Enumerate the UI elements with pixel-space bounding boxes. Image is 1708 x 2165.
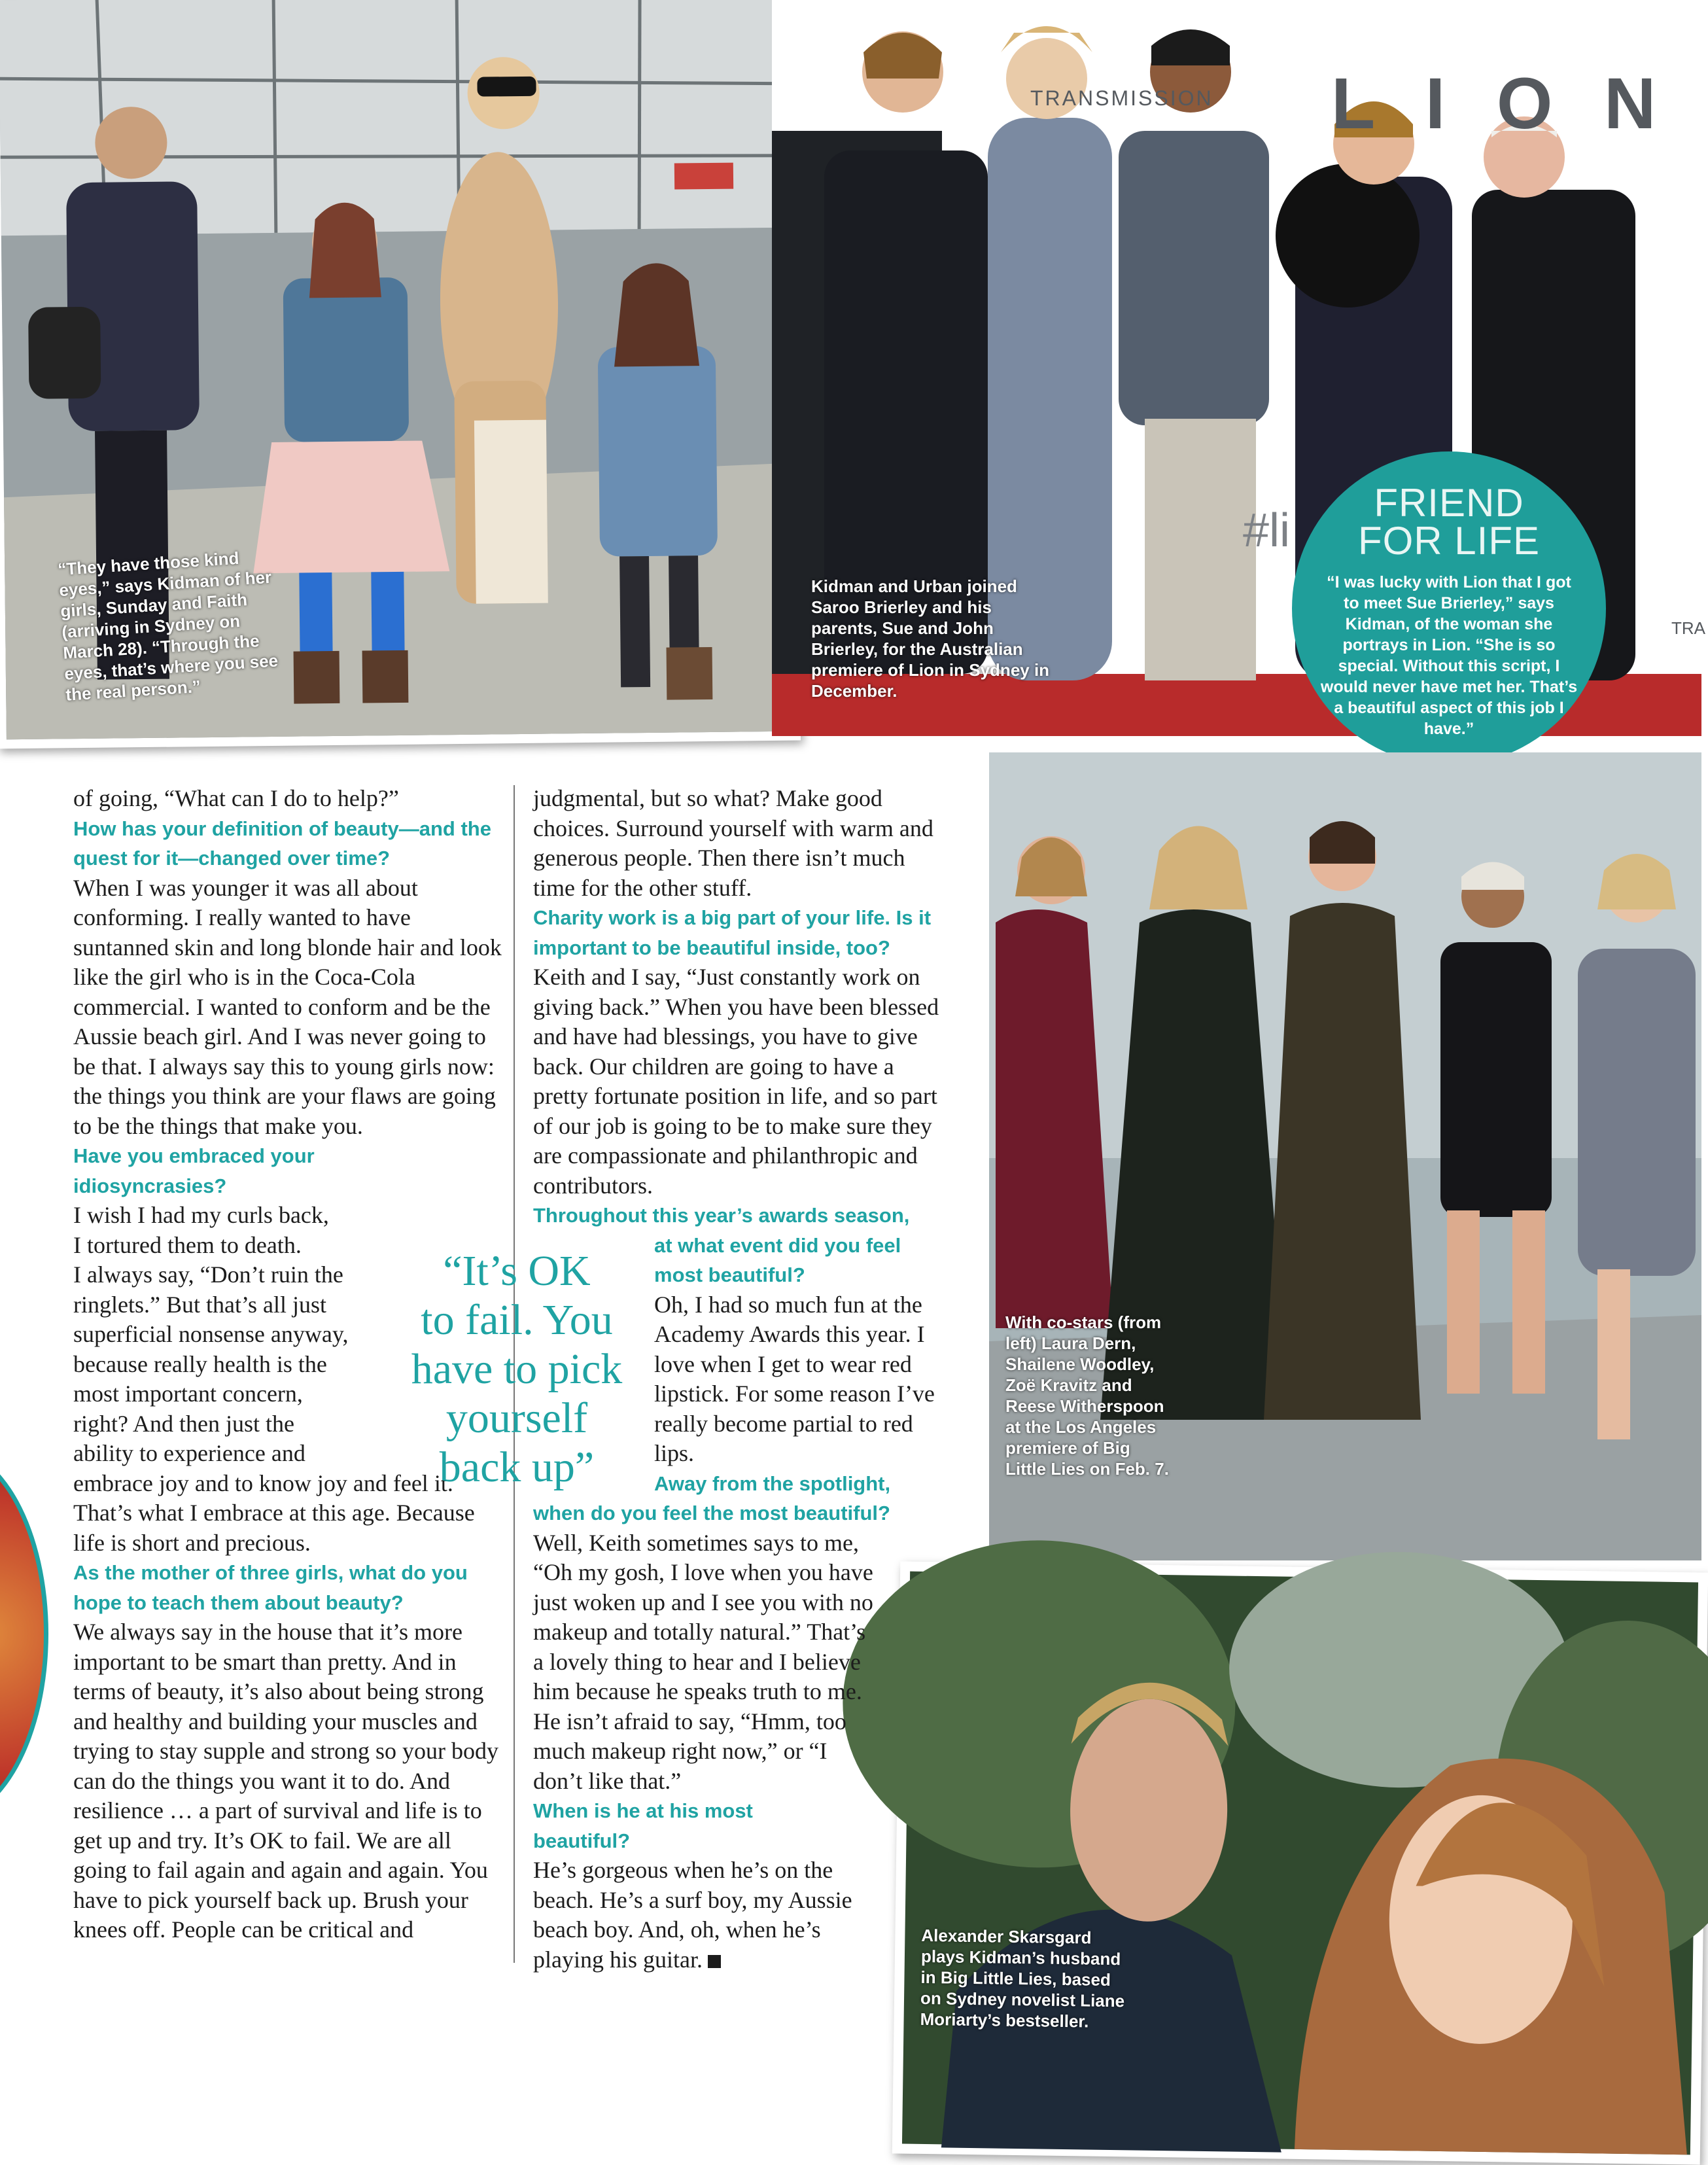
skarsgard-photo [902,1572,1698,2155]
backdrop-text-tra: TRA [1671,618,1705,638]
question-awards-season: at what event did you feel most beautiful? [654,1233,901,1286]
question-charity-work: Charity work is a big part of your life. Is it important to be beautiful inside, too? [533,906,932,959]
answer-awards-season: Oh, I had so much fun at the Academy Awards this year. I love when I get to wear red lipstick. For some reason I’ve really become partial to red lips. [654,1291,935,1466]
backdrop-text-transmission: TRANSMISSION [1030,86,1213,110]
col2-intro: judgmental, but so what? Make good choices. Surround yourself with warm and generous people. Then there isn’t much time for the other stuff. [533,785,933,901]
pull-quote-line: have to pick [411,1345,623,1393]
lion-premiere-caption: Kidman and Urban joined Saroo Brierley and his parents, Sue and John Brierley, for the Australian premiere of Lion in Sydney in December. [811,576,1050,701]
question-idiosyncrasies: Have you embraced your idiosyncrasies? [73,1144,315,1197]
badge-title-line1: FRIEND [1374,481,1524,525]
backdrop-hashtag: #li [1243,504,1291,557]
airport-photo-frame [0,0,801,748]
friend-for-life-badge [1292,451,1606,766]
answer-definition-of-beauty: When I was younger it was all about conforming. I really wanted to have suntanned skin and long blonde hair and look like the girl who is in the Coca-Cola commercial. I wanted to conform and be the Aussie beach girl. And I was never going to be that. I always say this to young girls now: the things you think are your flaws are going to be the things that make you. [73,874,502,1139]
left-edge-image [0,1446,48,1822]
question-awards-season-line1: Throughout this year’s awards season, [533,1204,910,1227]
answer-idiosyncrasies-line: because really health is the [73,1350,327,1377]
answer-idiosyncrasies-line: ringlets.” But that’s all just [73,1291,326,1318]
skarsgard-photo-frame [892,1561,1708,2164]
column-2 [533,784,952,1975]
answer-idiosyncrasies-continued: embrace joy and to know joy and feel it. That’s what I embrace at this age. Because life is short and precious. [73,1470,475,1556]
pull-quote-line: “It’s OK [443,1247,591,1295]
airport-caption: “They have those kind eyes,” says Kidman of her girls, Sunday and Faith (arriving in Sydney on March 28). “Through the eyes, that’s where you see the real person.” [57,548,279,705]
answer-idiosyncrasies-line: right? And then just the [73,1410,294,1437]
answer-idiosyncrasies-line: most important concern, [73,1381,303,1407]
answer-idiosyncrasies-line: I tortured them to death. [73,1231,302,1258]
answer-idiosyncrasies-line: superficial nonsense anyway, [73,1321,349,1347]
pull-quote-line: yourself [445,1394,588,1442]
badge-title-line2: FOR LIFE [1357,519,1541,563]
badge-quote: “I was lucky with Lion that I got to meet Sue Brierley,” says Kidman, of the woman she portrays in Lion. “She is so special. Without this script, I would never have met her. That’s a beautiful aspect of this job I have.” [1320,573,1578,738]
pull-quote-line: back up” [439,1443,595,1491]
answer-idiosyncrasies-line: I wish I had my curls back, [73,1202,329,1228]
answer-idiosyncrasies-line: I always say, “Don’t ruin the [73,1261,343,1288]
question-most-beautiful: When is he at his most beautiful? [533,1799,753,1852]
question-mother-of-three: As the mother of three girls, what do you hope to teach them about beauty? [73,1561,468,1614]
answer-most-beautiful [533,1856,873,1975]
big-little-lies-premiere-photo [989,752,1701,1560]
col1-intro: of going, “What can I do to help?” [73,785,399,811]
big-little-lies-premiere-caption: With co-stars (from left) Laura Dern, Shailene Woodley, Zoë Kravitz and Reese Witherspoon at the Los Angeles premiere of Big Little Lies on Feb. 7. [1005,1312,1169,1479]
answer-mother-of-three: We always say in the house that it’s more important to be smart than pretty. And in terms of beauty, it’s also about being strong and healthy and building your muscles and trying to stay supple and strong so your body can do the things you want it to do. And resilience … a part of survival and life is to get up and try. It’s OK to fail. We are all going to fail again and again and again. You have to pick yourself back up. Brush your knees off. People can be critical and [73,1619,498,1943]
end-mark-icon [708,1955,721,1968]
pull-quote-line: to fail. You [421,1296,613,1344]
lion-logo: L I O N [1331,63,1672,144]
question-away-from-spotlight-line2: when do you feel the most beautiful? [533,1502,890,1524]
answer-most-beautiful-text: He’s gorgeous when he’s on the beach. He’s a surf boy, my Aussie beach boy. And, oh, when he’s playing his guitar. [533,1857,852,1973]
answer-idiosyncrasies-line: ability to experience and [73,1440,305,1466]
question-away-from-spotlight-line1: Away from the spotlight, [654,1471,891,1495]
question-definition-of-beauty: How has your definition of beauty—and the quest for it—changed over time? [73,817,491,870]
answer-charity-work: Keith and I say, “Just constantly work on giving back.” When you have been blessed and have had blessings, you have to give back. Our children are going to have a pretty fortunate position in life, and so part of our job is going to be to make sure they are compassionate and philanthropic and contributors. [533,964,939,1199]
skarsgard-caption: Alexander Skarsgard plays Kidman’s husband in Big Little Lies, based on Sydney novelist Liane Moriarty’s bestseller. [920,1925,1125,2032]
answer-away-from-spotlight: Well, Keith sometimes says to me, “Oh my gosh, I love when you have just woken up and I see you with no makeup and totally natural.” That’s a lovely thing to hear and I believe him because he speaks truth to me. He isn’t afraid to say, “Hmm, too much makeup right now,” or “I don’t like that.” [533,1529,873,1794]
